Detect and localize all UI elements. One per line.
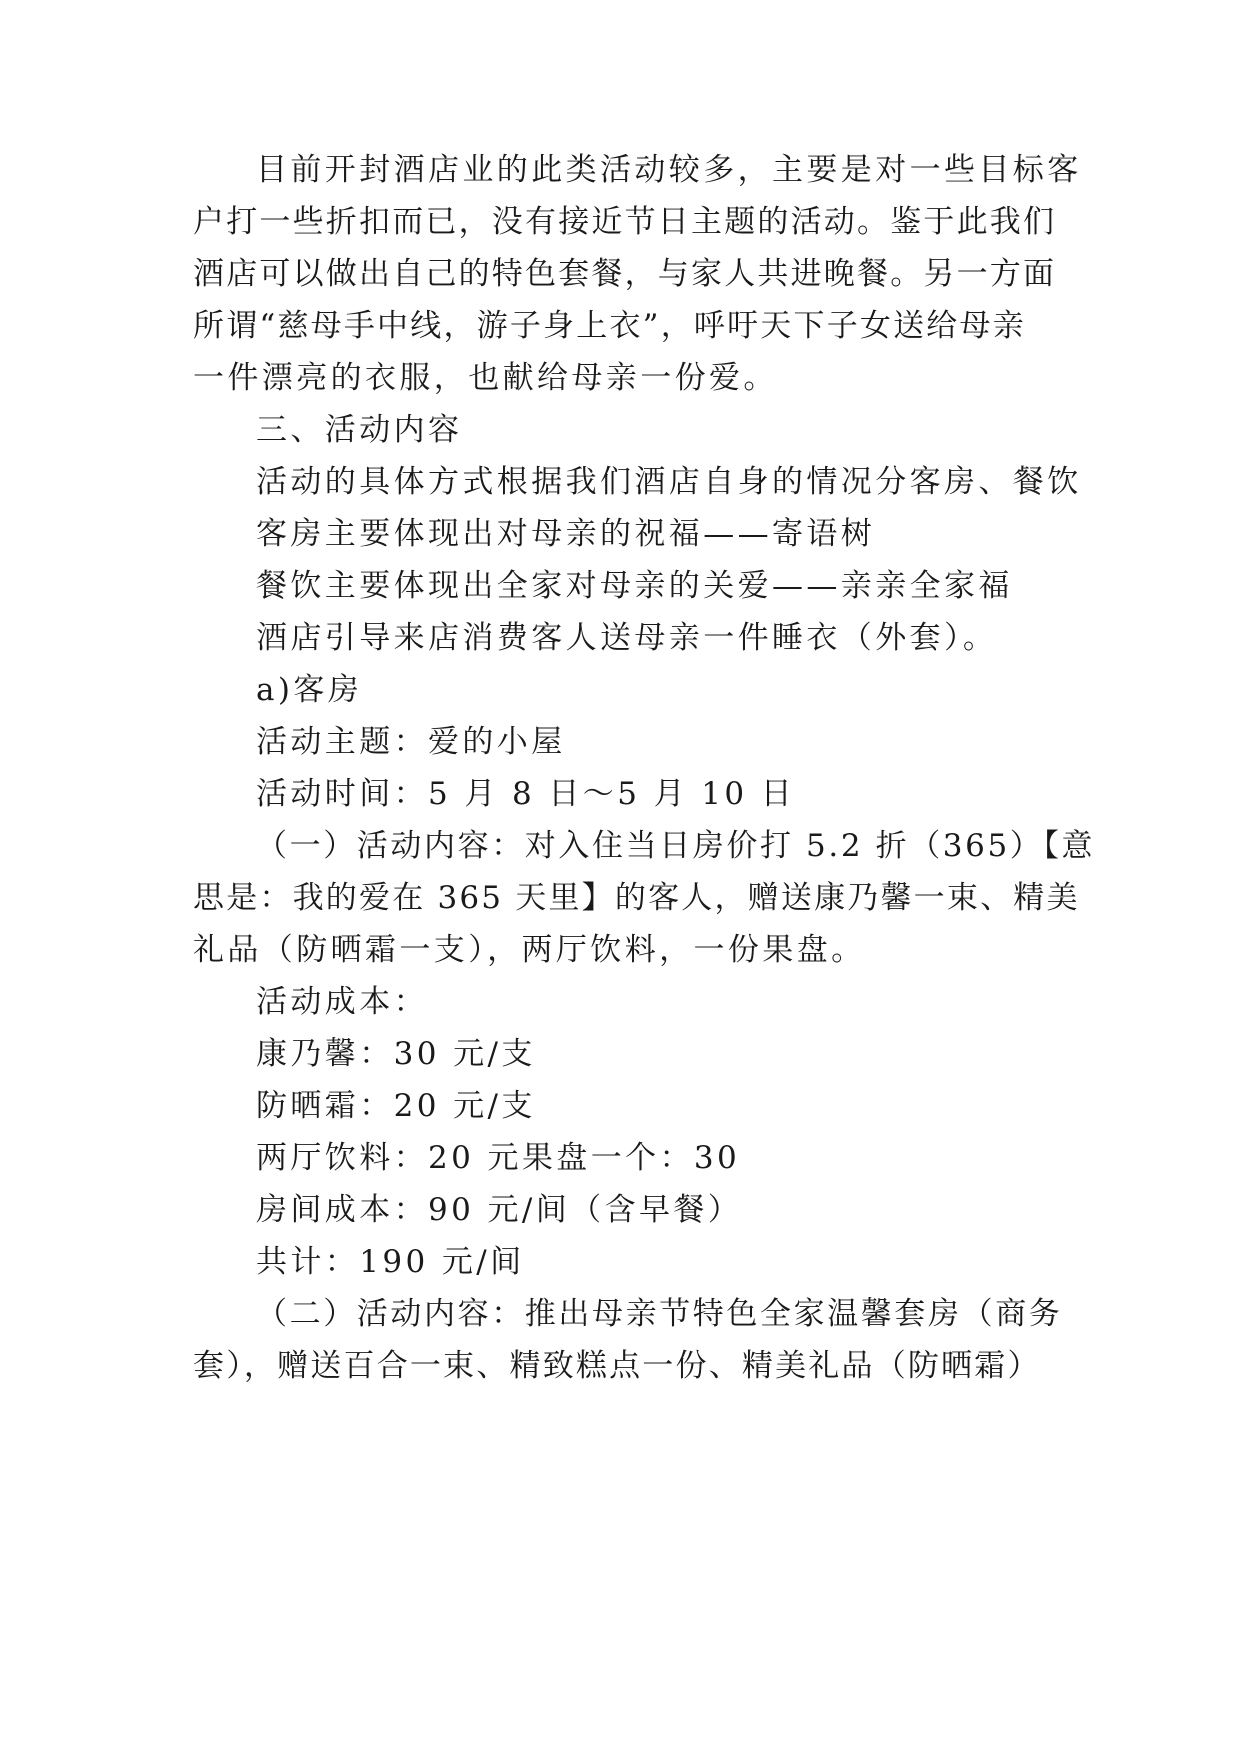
paragraph-line: 思是：我的爱在 365 天里】的客人，赠送康乃馨一束、精美 xyxy=(193,880,1080,916)
paragraph-line: 目前开封酒店业的此类活动较多，主要是对一些目标客 xyxy=(256,152,1082,188)
paragraph-line: 酒店引导来店消费客人送母亲一件睡衣（外套）。 xyxy=(256,620,998,656)
paragraph-line: 所谓“慈母手中线，游子身上衣”，呼吁天下子女送给母亲 xyxy=(193,308,1026,344)
paragraph-line: 康乃馨：30 元/支 xyxy=(256,1036,536,1072)
paragraph-line: 客房主要体现出对母亲的祝福——寄语树 xyxy=(256,516,876,552)
paragraph-line: 餐饮主要体现出全家对母亲的关爱——亲亲全家福 xyxy=(256,568,1013,604)
paragraph-line: 礼品（防晒霜一支），两厅饮料，一份果盘。 xyxy=(193,932,866,968)
paragraph-line: 活动成本： xyxy=(256,984,428,1020)
paragraph-line: 防晒霜：20 元/支 xyxy=(256,1088,536,1124)
section-heading: 三、活动内容 xyxy=(256,412,463,448)
subsection-heading: a)客房 xyxy=(256,672,363,708)
paragraph-line: 套），赠送百合一束、精致糕点一份、精美礼品（防晒霜） xyxy=(193,1348,1041,1384)
paragraph-line: 酒店可以做出自己的特色套餐，与家人共进晚餐。另一方面 xyxy=(193,256,1057,292)
paragraph-line: 活动时间：5 月 8 日～5 月 10 日 xyxy=(256,776,796,812)
paragraph-line: 活动的具体方式根据我们酒店自身的情况分客房、餐饮 xyxy=(256,464,1082,500)
paragraph-line: 户打一些折扣而已，没有接近节日主题的活动。鉴于此我们 xyxy=(193,204,1057,240)
paragraph-line: 两厅饮料：20 元果盘一个：30 xyxy=(256,1140,741,1176)
paragraph-line: （一）活动内容：对入住当日房价打 5.2 折（365）【意 xyxy=(256,828,1096,864)
paragraph-line: 房间成本：90 元/间（含早餐） xyxy=(256,1192,743,1228)
paragraph-line: 活动主题：爱的小屋 xyxy=(256,724,566,760)
paragraph-line: （二）活动内容：推出母亲节特色全家温馨套房（商务 xyxy=(256,1296,1063,1332)
paragraph-line: 共计：190 元/间 xyxy=(256,1244,525,1280)
paragraph-line: 一件漂亮的衣服，也献给母亲一份爱。 xyxy=(193,360,778,396)
